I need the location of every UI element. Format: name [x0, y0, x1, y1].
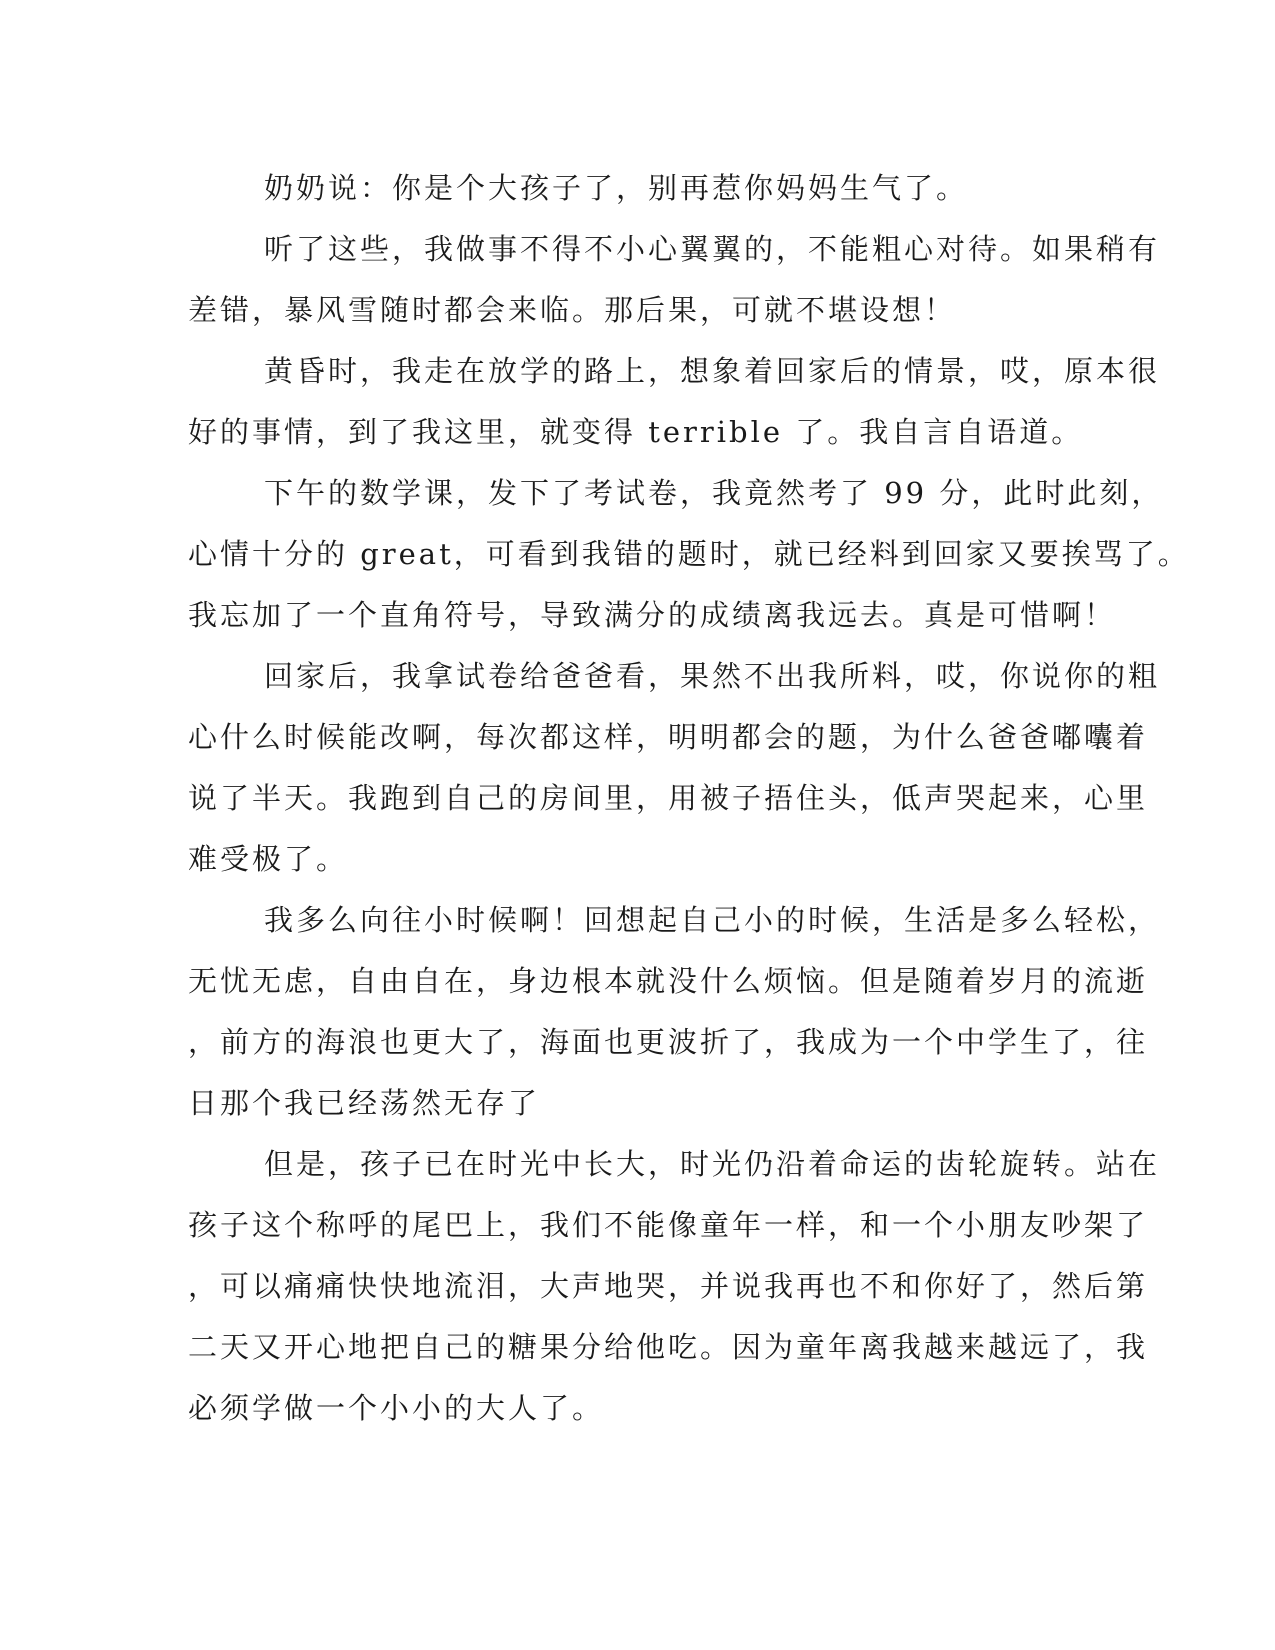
text-line: 日那个我已经荡然无存了 [188, 1086, 541, 1120]
text-line: 我忘加了一个直角符号，导致满分的成绩离我远去。真是可惜啊！ [188, 598, 1117, 632]
text-line: ，可以痛痛快快地流泪，大声地哭，并说我再也不和你好了，然后第 [188, 1269, 1149, 1303]
text-line: 差错，暴风雪随时都会来临。那后果，可就不堪设想！ [188, 293, 957, 327]
text-line: 听了这些，我做事不得不小心翼翼的，不能粗心对待。如果稍有 [264, 232, 1161, 266]
text-line: 孩子这个称呼的尾巴上，我们不能像童年一样，和一个小朋友吵架了 [188, 1208, 1149, 1242]
text-line: 必须学做一个小小的大人了。 [188, 1391, 605, 1425]
text-line: 心什么时候能改啊，每次都这样，明明都会的题，为什么爸爸嘟囔着 [188, 720, 1149, 754]
text-line: 但是，孩子已在时光中长大，时光仍沿着命运的齿轮旋转。站在 [264, 1147, 1161, 1181]
text-line: ，前方的海浪也更大了，海面也更波折了，我成为一个中学生了，往 [188, 1025, 1149, 1059]
text-line: 说了半天。我跑到自己的房间里，用被子捂住头，低声哭起来，心里 [188, 781, 1149, 815]
text-line: 心情十分的 great，可看到我错的题时，就已经料到回家又要挨骂了。 [188, 537, 1190, 571]
text-line: 回家后，我拿试卷给爸爸看，果然不出我所料，哎，你说你的粗 [264, 659, 1161, 693]
text-line: 难受极了。 [188, 842, 349, 876]
document-body [188, 158, 1190, 1439]
text-line: 二天又开心地把自己的糖果分给他吃。因为童年离我越来越远了，我 [188, 1330, 1149, 1364]
text-line: 好的事情，到了我这里，就变得 terrible 了。我自言自语道。 [188, 415, 1084, 449]
text-line: 下午的数学课，发下了考试卷，我竟然考了 99 分，此时此刻， [264, 476, 1164, 510]
text-line: 黄昏时，我走在放学的路上，想象着回家后的情景，哎，原本很 [264, 354, 1161, 388]
text-line: 奶奶说：你是个大孩子了，别再惹你妈妈生气了。 [264, 171, 969, 205]
text-line: 无忧无虑，自由自在，身边根本就没什么烦恼。但是随着岁月的流逝 [188, 964, 1149, 998]
text-line: 我多么向往小时候啊！回想起自己小的时候，生活是多么轻松， [264, 903, 1161, 937]
